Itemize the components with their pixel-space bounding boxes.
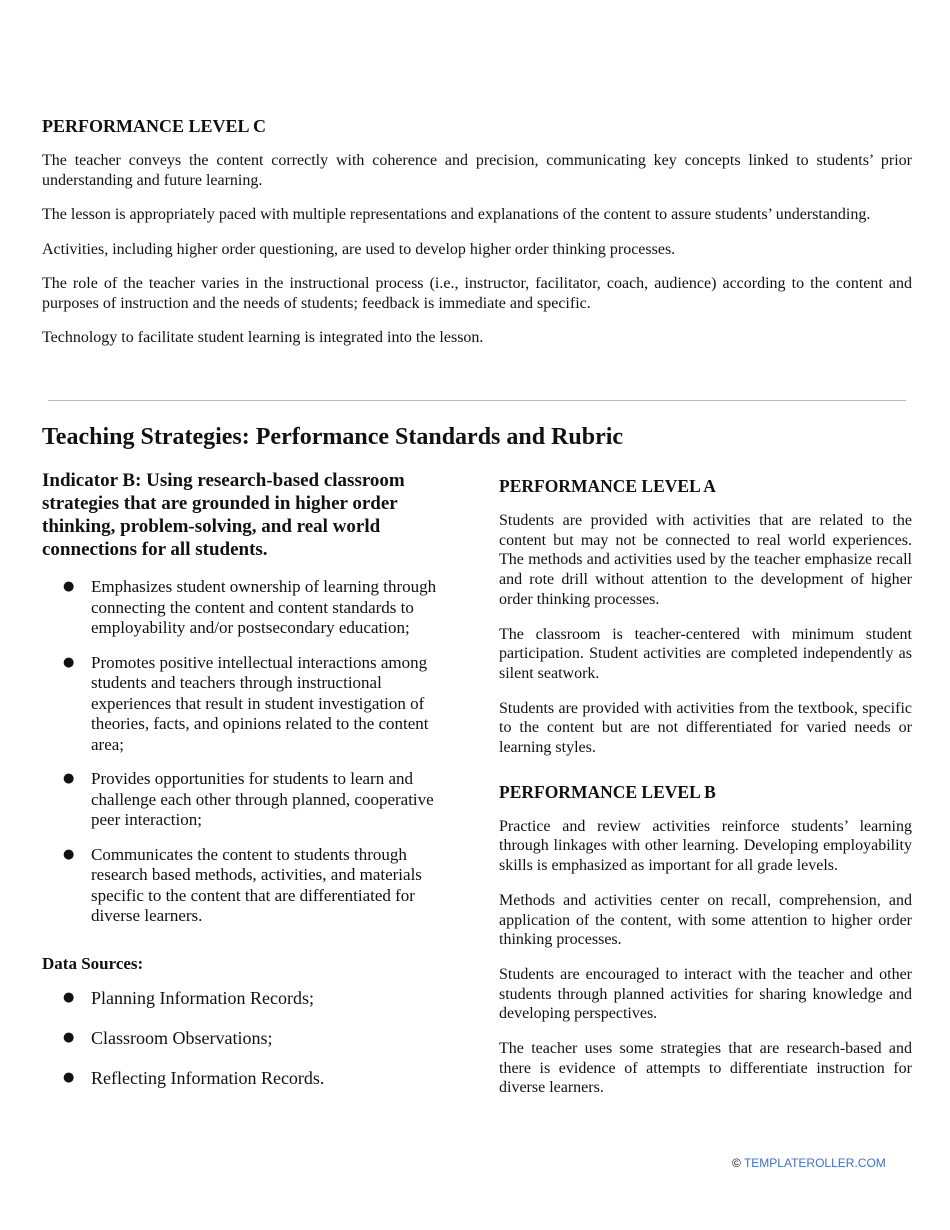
section-title: Teaching Strategies: Performance Standards and Rubric bbox=[42, 424, 624, 450]
footer-watermark bbox=[732, 1156, 886, 1170]
list-item bbox=[42, 653, 461, 756]
bullet-icon: ● bbox=[63, 654, 75, 670]
footer-brand-link[interactable]: TEMPLATEROLLER.COM bbox=[743, 1156, 886, 1170]
bullet-icon: ● bbox=[63, 846, 75, 862]
section-divider bbox=[48, 400, 906, 401]
level-b-paragraph: The teacher uses some strategies that are research-based and there is evidence of attempts to differentiate instruction for diverse learners. bbox=[499, 1040, 912, 1097]
performance-levels-column bbox=[499, 475, 912, 1113]
level-a-paragraph: The classroom is teacher-centered with minimum student participation. Student activities are completed independently as silent seatwork. bbox=[499, 625, 912, 682]
indicator-bullet-list bbox=[42, 577, 462, 927]
level-c-paragraph: The lesson is appropriately paced with multiple representations and explanations of the content to assure students’ understanding. bbox=[42, 206, 871, 223]
level-c-paragraph: The teacher conveys the content correctly with coherence and precision, communicating key concepts linked to students’ prior understanding and future learning. bbox=[42, 152, 912, 189]
bullet-icon: ● bbox=[63, 579, 75, 594]
source-text: Reflecting Information Records. bbox=[91, 1067, 325, 1088]
bullet-icon: ● bbox=[63, 1029, 75, 1045]
list-item bbox=[42, 1028, 461, 1048]
bullet-icon: ● bbox=[63, 989, 75, 1005]
level-a-heading: PERFORMANCE LEVEL A bbox=[499, 476, 716, 496]
level-a-paragraph: Students are provided with activities that are related to the content but may not be connected to real world experiences. The methods and activities used by the teacher emphasize recall and rote drill without attention to the development of higher order thinking processes. bbox=[499, 512, 912, 608]
bullet-text: Communicates the content to students through research based methods, activities, and materials specific to the content that are differentiated for diverse learners. bbox=[91, 844, 422, 925]
level-b-paragraph: Methods and activities center on recall, comprehension, and application of the content, with some attention to higher order thinking processes. bbox=[499, 891, 912, 949]
data-sources-label: Data Sources: bbox=[42, 953, 144, 973]
list-item bbox=[42, 769, 461, 831]
bullet-text: Promotes positive intellectual interactions among students and teachers through instructional experiences that result in student investigation of theories, facts, and opinions related to the content area; bbox=[91, 652, 429, 754]
source-text: Classroom Observations; bbox=[91, 1027, 273, 1048]
indicator-title: Indicator B: Using research-based classroom strategies that are grounded in higher order thinking, problem-solving, and real world connections for all students. bbox=[42, 470, 405, 560]
level-a-paragraph: Students are provided with activities from the textbook, specific to the content but are not differentiated for varied needs or learning styles. bbox=[499, 699, 912, 757]
bullet-icon: ● bbox=[63, 1069, 75, 1085]
list-item bbox=[42, 577, 461, 639]
bullet-text: Emphasizes student ownership of learning through connecting the content and content standards to employability and/or postsecondary education; bbox=[91, 577, 437, 637]
copyright-symbol: © bbox=[732, 1156, 741, 1170]
level-c-paragraph: Activities, including higher order questioning, are used to develop higher order thinking processes. bbox=[42, 240, 676, 258]
bullet-text: Provides opportunities for students to learn and challenge each other through planned, cooperative peer interaction; bbox=[91, 769, 434, 829]
level-c-paragraph: Technology to facilitate student learning is integrated into the lesson. bbox=[42, 329, 484, 346]
level-b-paragraph: Practice and review activities reinforce students’ learning through linkages with other learning. Developing employability skills is emphasized as important for all grade levels. bbox=[499, 817, 912, 875]
level-c-heading: PERFORMANCE LEVEL C bbox=[42, 116, 267, 136]
bullet-icon: ● bbox=[63, 771, 75, 786]
performance-level-c bbox=[42, 115, 912, 363]
source-text: Planning Information Records; bbox=[91, 987, 314, 1008]
data-sources-list bbox=[42, 988, 462, 1088]
list-item bbox=[42, 845, 461, 927]
level-b-heading: PERFORMANCE LEVEL B bbox=[499, 781, 716, 802]
indicator-column bbox=[42, 469, 462, 1108]
list-item bbox=[42, 988, 461, 1008]
list-item bbox=[42, 1068, 461, 1088]
level-c-paragraph: The role of the teacher varies in the instructional process (i.e., instructor, facilitator, coach, audience) according to the content and purposes of instruction and the needs of students; feedback is immediate and specific. bbox=[42, 275, 912, 312]
level-b-paragraph: Students are encouraged to interact with the teacher and other students through planned activities for sharing knowledge and developing perspectives. bbox=[499, 965, 912, 1023]
